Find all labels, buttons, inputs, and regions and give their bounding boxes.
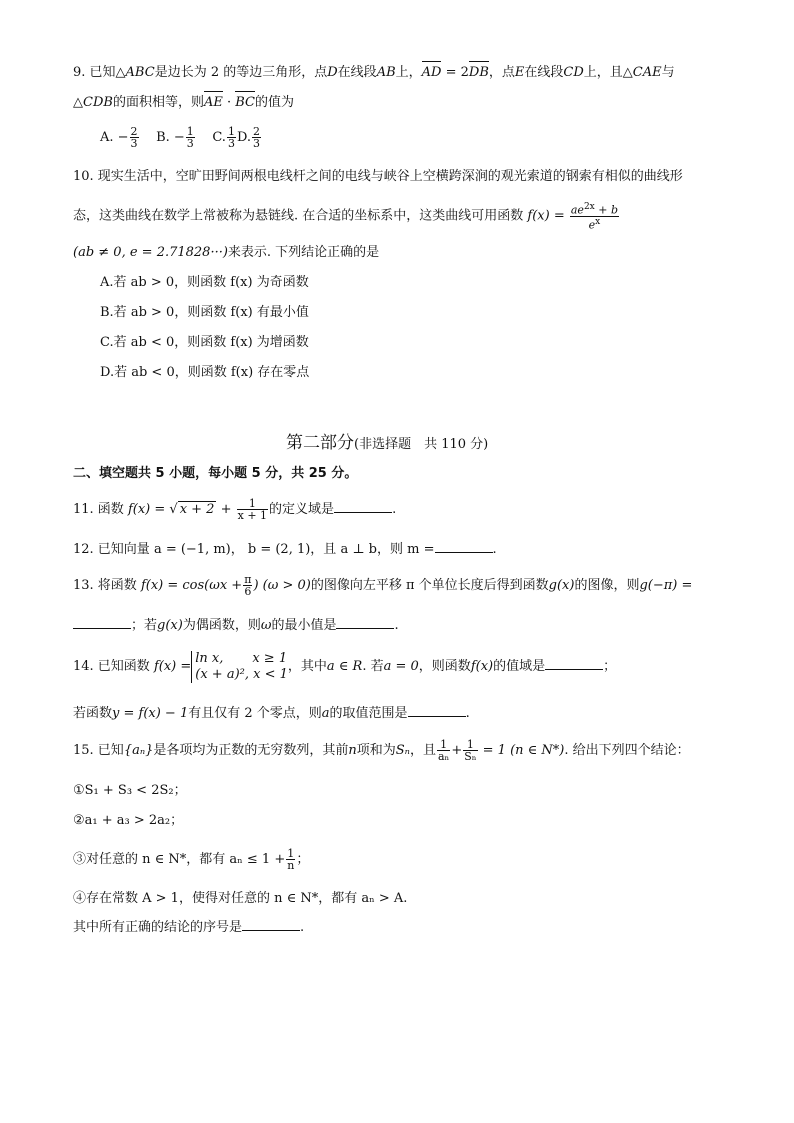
part2-title: 第二部分 xyxy=(286,433,354,453)
q9-line2: △CDB的面积相等，则AE · BC的值为 xyxy=(73,95,295,110)
q10-option-c: C.若 ab < 0，则函数 f(x) 为增函数 xyxy=(100,335,309,350)
q9-option-c: C. $\frac{1}{3}$ xyxy=(212,125,235,150)
vector-ad: AD xyxy=(421,65,442,80)
q9-option-a: A. − $\frac{2}{3}$ xyxy=(100,125,138,150)
q11: 11. 函数 f(x) = √ x + 2 + $\frac{1}{x + 1}$ 的定义域是 . xyxy=(73,497,397,522)
vector-bc: BC xyxy=(235,95,255,110)
part2-heading xyxy=(286,432,488,456)
q10-option-a: A.若 ab > 0，则函数 f(x) 为奇函数 xyxy=(100,275,309,290)
q9-line1: 9. 已知△ABC是边长为 2 的等边三角形，点D在线段AB上，AD = 2DB，点E在线段CD上，且△CAE与 xyxy=(73,65,675,80)
q12-answer-blank[interactable] xyxy=(435,540,493,553)
q11-answer-blank[interactable] xyxy=(334,500,392,513)
q12: 12. 已知向量 a = (−1, m)， b = (2, 1)，且 a ⊥ b，则 m = . xyxy=(73,542,497,557)
q15-item-1: ①S₁ + S₃ < 2S₂； xyxy=(73,783,187,798)
q14-line1: 14. 已知函数 f(x) =ln x, x ≥ 1 (x + a)², x < 1，其中a ∈ R. 若a = 0，则函数f(x)的值域是 ； xyxy=(73,650,617,682)
q10-catenary-fraction: $\frac{ae^{2x} + b}{e^x}$ xyxy=(570,202,619,232)
q15-answer-blank[interactable] xyxy=(242,918,300,931)
q10-line1: 10. 现实生活中，空旷田野间两根电线杆之间的电线与峡谷上空横跨深涧的观光索道的钢索有相似的曲线形 xyxy=(73,169,683,184)
q13-answer-blank-1[interactable] xyxy=(73,616,131,629)
q13-answer-blank-2[interactable] xyxy=(336,616,394,629)
part2-subtitle: (非选择题 共 110 分) xyxy=(354,437,489,452)
q10-line3: (ab ≠ 0, e = 2.71828···)来表示. 下列结论正确的是 xyxy=(73,245,380,260)
q9-option-b: B. − $\frac{1}{3}$ xyxy=(156,125,194,150)
section2-heading: 二、填空题共 5 小题，每小题 5 分，共 25 分。 xyxy=(73,466,358,481)
vector-db: DB xyxy=(468,65,489,80)
q10-option-d: D.若 ab < 0，则函数 f(x) 存在零点 xyxy=(100,365,310,380)
q15-final: 其中所有正确的结论的序号是 . xyxy=(73,920,305,935)
q10-line2: 态，这类曲线在数学上常被称为悬链线. 在合适的坐标系中，这类曲线可用函数 f(x) = $\frac{ae^{2x} + b}{e^x}$ xyxy=(73,202,619,232)
q13-line2: ；若g(x)为偶函数，则ω的最小值是 . xyxy=(73,616,399,635)
q13-line1: 13. 将函数 f(x) = cos(ωx + $\frac{\pi}{6}$ ) (ω > 0)的图像向左平移 π 个单位长度后得到函数g(x)的图像，则g(−π) = xyxy=(73,573,693,598)
q9-option-d: D. $\frac{2}{3}$ xyxy=(236,125,261,150)
q15-item-4: ④存在常数 A > 1，使得对任意的 n ∈ N*，都有 aₙ > A. xyxy=(73,891,408,906)
q14-answer-blank-1[interactable] xyxy=(545,657,603,670)
q14-answer-blank-2[interactable] xyxy=(408,704,466,717)
q10-option-b: B.若 ab > 0，则函数 f(x) 有最小值 xyxy=(100,305,309,320)
q14-piecewise: ln x, x ≥ 1 (x + a)², x < 1 xyxy=(191,651,288,683)
q15-line1: 15. 已知{aₙ}是各项均为正数的无穷数列，其前n项和为Sₙ，且 $\frac{1}{\text{aₙ}}$ + $\frac{1}{\text{Sₙ}}$ = 1 (n ∈ N*). 给出下列四个结论： xyxy=(73,738,690,763)
q15-item-3: ③对任意的 n ∈ N*，都有 aₙ ≤ 1 + $\frac{1}{n}$ ； xyxy=(73,847,310,872)
vector-ae: AE xyxy=(203,95,223,110)
q14-line2: 若函数y = f(x) − 1有且仅有 2 个零点，则a的取值范围是 . xyxy=(73,706,470,721)
q9-options xyxy=(100,126,262,149)
q9-number: 9. xyxy=(73,65,86,80)
q15-item-2: ②a₁ + a₃ > 2a₂； xyxy=(73,813,184,828)
